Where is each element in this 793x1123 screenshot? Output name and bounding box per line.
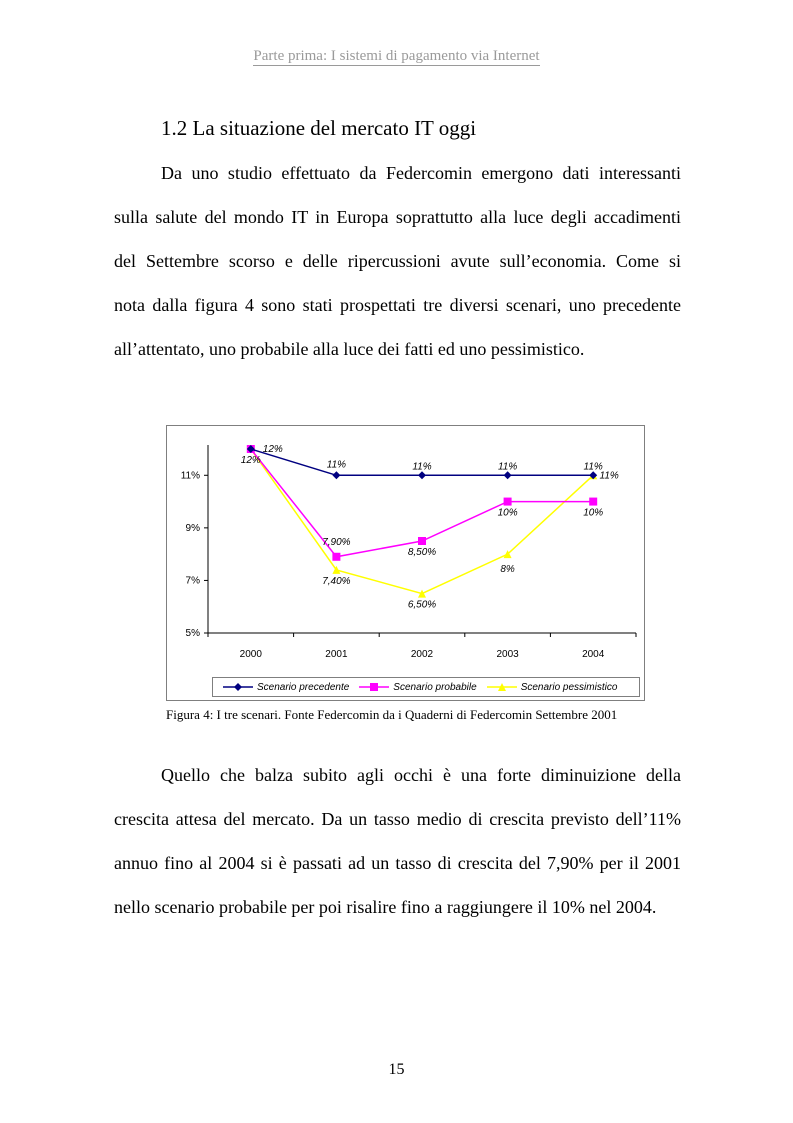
data-label: 11% xyxy=(326,459,347,471)
x-tick-label: 2004 xyxy=(582,649,605,660)
chart-plot xyxy=(167,426,644,676)
paragraph-line: del Settembre scorso e delle ripercussioni avute sull’economia. Come si xyxy=(114,251,681,271)
data-point xyxy=(589,498,597,506)
data-label: 11% xyxy=(497,461,518,473)
legend-item-precedente xyxy=(223,682,349,693)
data-label: 8% xyxy=(500,564,515,576)
legend-label: Scenario precedente xyxy=(257,681,350,693)
legend-marker-diamond xyxy=(223,682,253,692)
data-label: 12% xyxy=(262,444,283,455)
x-tick-label: 2001 xyxy=(325,649,348,660)
paragraph-analysis xyxy=(114,762,681,938)
data-label: 7,90% xyxy=(322,536,351,548)
y-tick-label: 11% xyxy=(180,470,200,482)
data-label: 8,50% xyxy=(407,547,437,558)
y-tick-label: 7% xyxy=(185,575,200,587)
data-label: 10% xyxy=(583,507,604,519)
x-tick-label: 2002 xyxy=(410,649,434,660)
paragraph-line: Quello che balza subito agli occhi è una forte diminuizione della xyxy=(161,765,681,785)
data-point xyxy=(504,498,512,506)
y-tick-label: 9% xyxy=(185,522,200,534)
data-label: 11% xyxy=(583,461,603,473)
running-header: Parte prima: I sistemi di pagamento via Internet xyxy=(253,48,540,64)
paragraph-intro xyxy=(114,160,681,380)
legend-marker-triangle xyxy=(487,682,517,692)
paragraph-line: all’attentato, uno probabile alla luce dei fatti ed uno pessimistico. xyxy=(114,339,585,359)
paragraph-line: nota dalla figura 4 sono stati prospettati tre diversi scenari, uno precedente xyxy=(114,295,681,315)
data-label: 12% xyxy=(240,455,261,466)
data-point xyxy=(418,537,426,545)
y-tick-label: 5% xyxy=(185,628,200,639)
paragraph-line: annuo fino al 2004 si è passati ad un tasso di crescita del 7,90% per il 2001 xyxy=(114,853,681,873)
paragraph-line: sulla salute del mondo IT in Europa soprattutto alla luce degli accadimenti xyxy=(114,207,681,227)
data-point xyxy=(332,471,340,479)
data-point xyxy=(418,471,426,479)
data-point xyxy=(504,471,512,479)
paragraph-line: Da uno studio effettuato da Federcomin emergono dati interessanti xyxy=(161,163,681,183)
data-point xyxy=(332,553,340,561)
figure-caption: Figura 4: I tre scenari. Fonte Federcomin da i Quaderni di Federcomin Settembre 2001 xyxy=(166,707,618,722)
legend-item-pessimistico xyxy=(487,682,618,693)
data-label: 10% xyxy=(497,507,518,519)
x-tick-label: 2003 xyxy=(496,649,519,660)
paragraph-line: crescita attesa del mercato. Da un tasso medio di crescita previsto dell’11% xyxy=(114,809,681,829)
page-number: 15 xyxy=(388,1061,405,1078)
chart-legend xyxy=(212,677,640,697)
legend-label: Scenario probabile xyxy=(393,681,477,693)
legend-marker-square xyxy=(359,682,389,692)
data-label: 11% xyxy=(599,470,619,482)
section-title: 1.2 La situazione del mercato IT oggi xyxy=(161,116,477,140)
data-label: 7,40% xyxy=(322,575,351,587)
legend-label: Scenario pessimistico xyxy=(520,681,618,693)
data-label: 11% xyxy=(412,461,432,473)
paragraph-line: nello scenario probabile per poi risalire fino a raggiungere il 10% nel 2004. xyxy=(114,897,657,917)
scenario-chart xyxy=(166,425,645,701)
x-tick-label: 2000 xyxy=(239,649,262,660)
data-label: 6,50% xyxy=(407,599,437,611)
legend-item-probabile xyxy=(359,682,476,693)
